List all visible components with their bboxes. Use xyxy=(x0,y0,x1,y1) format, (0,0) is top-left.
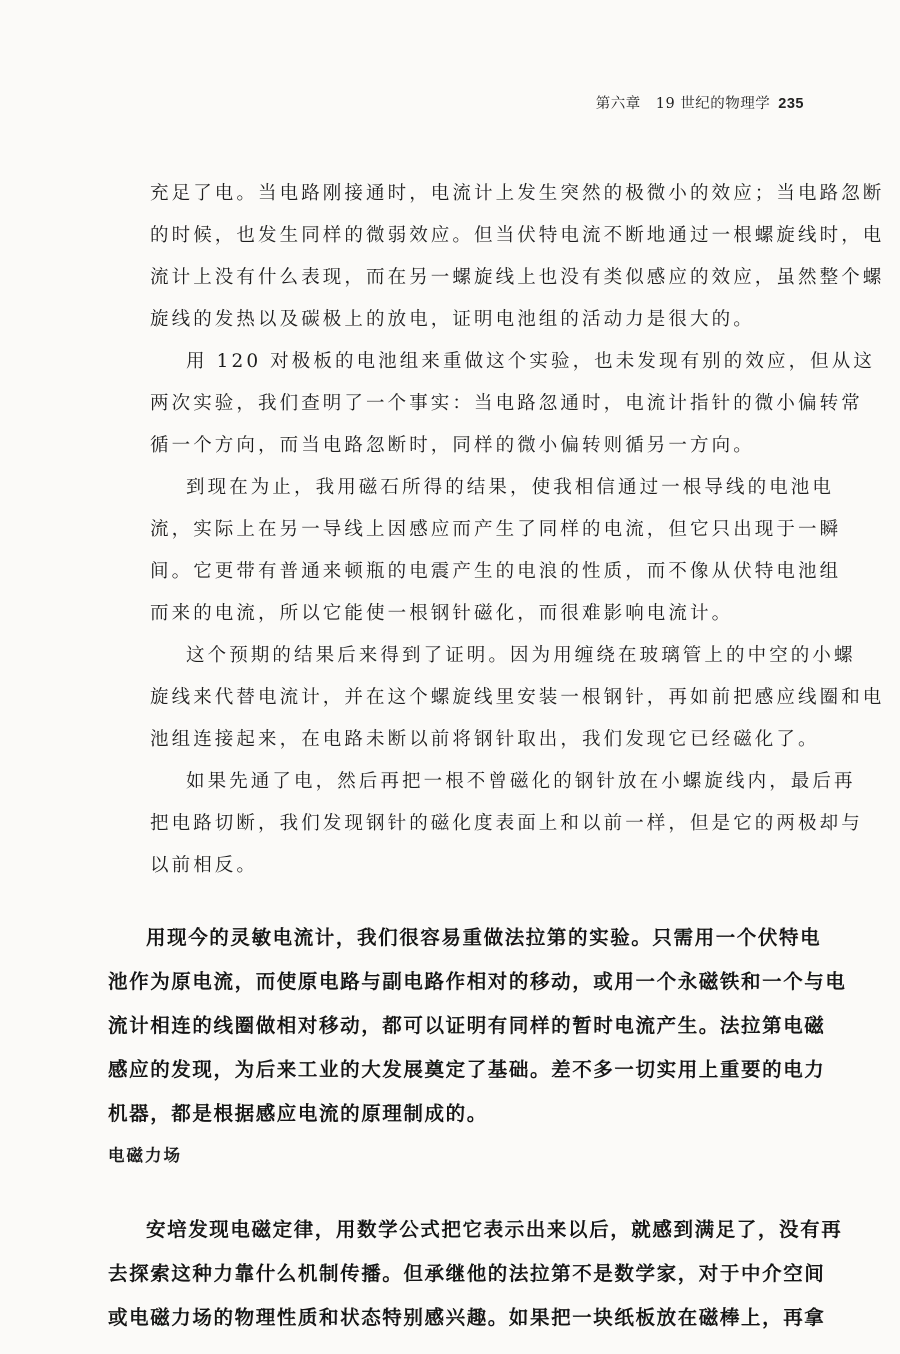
body-line: 池作为原电流，而使原电路与副电路作相对的移动，或用一个永磁铁和一个与电 xyxy=(108,971,847,993)
quote-line: 把电路切断，我们发现钢针的磁化度表面上和以前一样，但是它的两极却与 xyxy=(150,813,863,834)
body-line: 机器，都是根据感应电流的原理制成的。 xyxy=(108,1103,488,1125)
quote-line: 到现在为止，我用磁石所得的结果，使我相信通过一根导线的电池电 xyxy=(186,477,835,498)
quote-line: 流计上没有什么表现，而在另一螺旋线上也没有类似感应的效应，虽然整个螺 xyxy=(150,267,885,288)
chapter-title: 第六章 19 世纪的物理学 xyxy=(595,96,771,112)
quote-line: 循一个方向，而当电路忽断时，同样的微小偏转则循另一方向。 xyxy=(150,435,755,456)
body-line: 感应的发现，为后来工业的大发展奠定了基础。差不多一切实用上重要的电力 xyxy=(108,1059,826,1081)
quote-line: 流，实际上在另一导线上因感应而产生了同样的电流，但它只出现于一瞬 xyxy=(150,519,842,540)
quote-line: 而来的电流，所以它能使一根钢针磁化，而很难影响电流计。 xyxy=(150,603,734,624)
body-line: 流计相连的线圈做相对移动，都可以证明有同样的暂时电流产生。法拉第电磁 xyxy=(108,1015,826,1037)
quote-line: 如果先通了电，然后再把一根不曾磁化的钢针放在小螺旋线内，最后再 xyxy=(186,771,856,792)
quote-line: 间。它更带有普通来顿瓶的电震产生的电浪的性质，而不像从伏特电池组 xyxy=(150,561,842,582)
quote-line: 用 120 对极板的电池组来重做这个实验，也未发现有别的效应，但从这 xyxy=(186,351,875,372)
section-line: 或电磁力场的物理性质和状态特别感兴趣。如果把一块纸板放在磁棒上，再拿 xyxy=(108,1307,826,1329)
section-line: 安培发现电磁定律，用数学公式把它表示出来以后，就感到满足了，没有再 xyxy=(146,1219,843,1241)
quote-line: 池组连接起来，在电路未断以前将钢针取出，我们发现它已经磁化了。 xyxy=(150,729,820,750)
section-line: 去探索这种力靠什么机制传播。但承继他的法拉第不是数学家，对于中介空间 xyxy=(108,1263,826,1285)
quote-line: 两次实验，我们查明了一个事实：当电路忽通时，电流计指针的微小偏转常 xyxy=(150,393,863,414)
quote-line: 这个预期的结果后来得到了证明。因为用缠绕在玻璃管上的中空的小螺 xyxy=(186,645,856,666)
quote-line: 以前相反。 xyxy=(150,855,259,876)
quote-line: 充足了电。当电路刚接通时，电流计上发生突然的极微小的效应；当电路忽断 xyxy=(150,183,885,204)
quote-line: 旋线来代替电流计，并在这个螺旋线里安装一根钢针，再如前把感应线圈和电 xyxy=(150,687,885,708)
running-head xyxy=(596,92,804,113)
page-number: 235 xyxy=(778,96,804,112)
section-heading: 电磁力场 xyxy=(108,1146,182,1165)
quote-line: 旋线的发热以及碳极上的放电，证明电池组的活动力是很大的。 xyxy=(150,309,755,330)
body-line: 用现今的灵敏电流计，我们很容易重做法拉第的实验。只需用一个伏特电 xyxy=(146,927,822,949)
quote-line: 的时候，也发生同样的微弱效应。但当伏特电流不断地通过一根螺旋线时，电 xyxy=(150,225,885,246)
